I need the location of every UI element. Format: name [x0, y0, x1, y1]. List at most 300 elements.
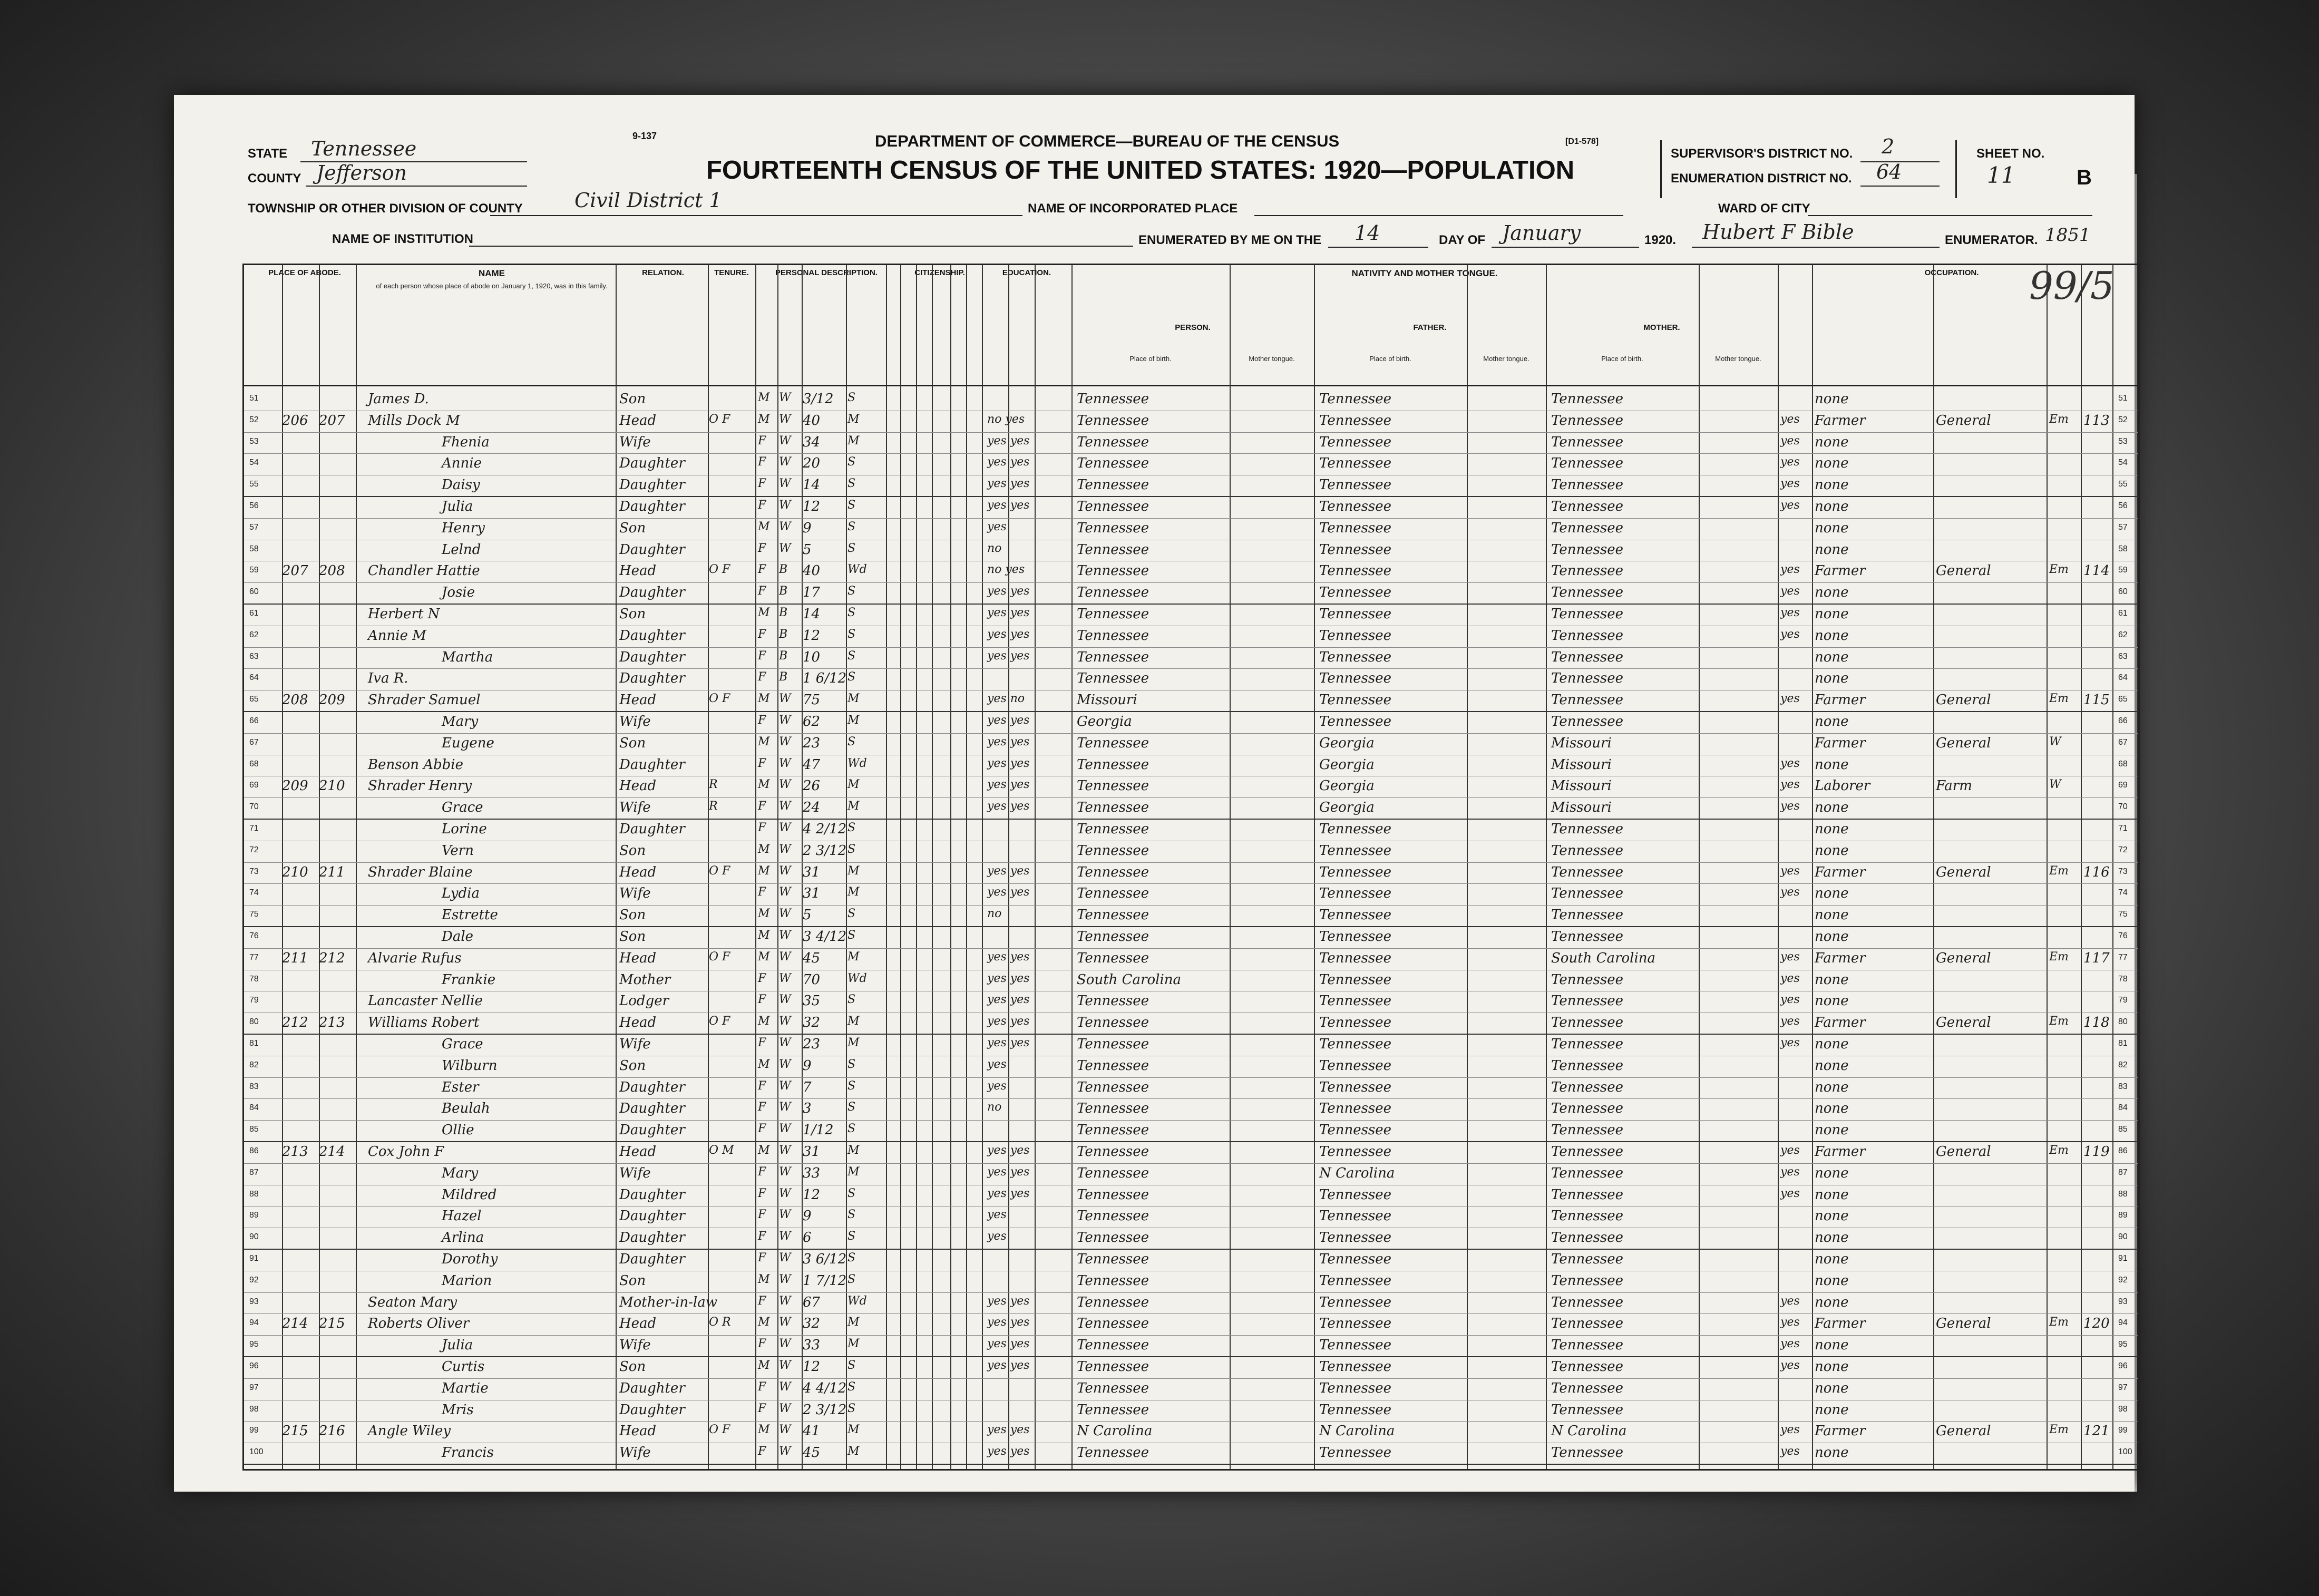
cell-race: W — [779, 1208, 791, 1222]
cell-rel: Daughter — [619, 477, 685, 493]
cell-mbp: Tennessee — [1551, 1186, 1624, 1203]
cell-name: Herbert N — [368, 606, 440, 622]
cell-occ: none — [1815, 1337, 1849, 1354]
line-number: 82 — [2118, 1060, 2128, 1069]
cell-occ: none — [1815, 1165, 1849, 1181]
cell-mbp: Tennessee — [1551, 1057, 1624, 1074]
cell-fbp: Tennessee — [1319, 842, 1392, 859]
cell-ed: yes yes — [987, 735, 1030, 748]
cell-eng: yes — [1780, 1294, 1800, 1308]
line-number: 97 — [2118, 1383, 2128, 1392]
cell-name: Grace — [442, 1036, 483, 1052]
cell-bp: Tennessee — [1077, 1230, 1149, 1246]
cell-ed: yes yes — [987, 1423, 1030, 1437]
cell-sex: F — [758, 1251, 766, 1264]
line-number: 56 — [2118, 501, 2128, 510]
table-row — [244, 991, 2138, 1013]
cell-occ: none — [1815, 649, 1849, 665]
cell-fbp: Tennessee — [1319, 1101, 1392, 1117]
line-number: 69 — [249, 781, 259, 790]
cell-name: Eugene — [442, 735, 494, 751]
cell-rel: Daughter — [619, 821, 685, 837]
line-number: 72 — [249, 845, 259, 854]
cell-bp: Tennessee — [1077, 1316, 1149, 1332]
cell-race: W — [779, 1015, 791, 1028]
cell-fbp: Tennessee — [1319, 627, 1392, 644]
table-row — [244, 1099, 2138, 1121]
cell-mbp: Tennessee — [1551, 670, 1624, 687]
cell-fam: 216 — [319, 1423, 345, 1439]
line-number: 94 — [249, 1318, 259, 1328]
cell-bp: Tennessee — [1077, 585, 1149, 601]
cell-cls: Em — [2049, 1316, 2069, 1329]
cell-eng: yes — [1780, 950, 1800, 964]
cell-fbp: Tennessee — [1319, 714, 1392, 729]
state-label: STATE — [248, 147, 288, 161]
cell-name: Marion — [442, 1272, 492, 1289]
enumerator-number: 1851 — [2045, 225, 2091, 246]
cell-mar: S — [847, 1186, 856, 1200]
cell-mar: M — [847, 1036, 860, 1049]
cell-name: Shrader Blaine — [368, 864, 473, 880]
cell-sex: F — [758, 1208, 766, 1222]
cell-age: 31 — [803, 885, 821, 902]
cell-sex: M — [758, 1057, 770, 1071]
cell-fbp: Tennessee — [1319, 455, 1392, 472]
line-number: 76 — [2118, 931, 2128, 940]
cell-race: W — [779, 1359, 791, 1372]
cell-mbp: Tennessee — [1551, 585, 1624, 601]
cell-mar: M — [847, 1165, 860, 1179]
cell-mbp: Tennessee — [1551, 929, 1624, 945]
cell-name: Roberts Oliver — [368, 1316, 470, 1332]
cell-cls: Em — [2049, 1015, 2069, 1028]
cell-rel: Daughter — [619, 670, 685, 687]
cell-eng: yes — [1780, 864, 1800, 878]
enumerated-label: ENUMERATED BY ME ON THE — [1138, 233, 1322, 247]
cell-bp: Tennessee — [1077, 520, 1149, 536]
cell-bp: Tennessee — [1077, 455, 1149, 472]
cell-age: 32 — [803, 1015, 821, 1031]
cell-bp: Tennessee — [1077, 670, 1149, 687]
line-number: 80 — [2118, 1017, 2128, 1027]
table-row — [244, 1206, 2138, 1228]
cell-race: W — [779, 1144, 791, 1157]
table-row — [244, 1336, 2138, 1357]
cell-occ: Farmer — [1815, 1316, 1866, 1332]
cell-age: 34 — [803, 434, 821, 450]
cell-sch: 118 — [2083, 1015, 2110, 1031]
cell-rel: Head — [619, 692, 657, 708]
cell-rel: Wife — [619, 714, 651, 729]
cell-fbp: Tennessee — [1319, 541, 1392, 558]
cell-bp: Tennessee — [1077, 885, 1149, 902]
cell-fbp: Tennessee — [1319, 950, 1392, 966]
cell-cls: Em — [2049, 1423, 2069, 1437]
cell-name: Mary — [442, 714, 479, 729]
cell-mbp: Tennessee — [1551, 520, 1624, 536]
cell-name: Mary — [442, 1165, 479, 1181]
table-row — [244, 776, 2138, 798]
cell-mbp: Tennessee — [1551, 541, 1624, 558]
cell-fbp: Tennessee — [1319, 864, 1392, 880]
cell-occ: none — [1815, 1402, 1849, 1418]
cell-age: 62 — [803, 714, 821, 729]
line-number: 87 — [249, 1167, 259, 1177]
cell-sex: F — [758, 1122, 766, 1136]
line-number: 70 — [2118, 802, 2128, 812]
table-row — [244, 454, 2138, 475]
line-number: 60 — [249, 587, 259, 597]
cell-fbp: Tennessee — [1319, 412, 1392, 429]
cell-age: 70 — [803, 971, 821, 988]
cell-mbp: Tennessee — [1551, 1445, 1624, 1461]
census-sheet — [174, 95, 2135, 1492]
cell-age: 75 — [803, 692, 821, 708]
line-number: 98 — [2118, 1404, 2128, 1414]
cell-age: 12 — [803, 1186, 821, 1203]
cell-rel: Daughter — [619, 455, 685, 472]
cell-mbp: Tennessee — [1551, 692, 1624, 708]
cell-occ: none — [1815, 1122, 1849, 1138]
cell-race: W — [779, 1294, 791, 1308]
line-number: 81 — [2118, 1039, 2128, 1048]
cell-sex: M — [758, 1423, 770, 1437]
cell-sch: 117 — [2083, 950, 2110, 966]
cell-sex: F — [758, 1165, 766, 1179]
cell-ed: yes yes — [987, 1337, 1030, 1351]
cell-rel: Wife — [619, 885, 651, 902]
cell-fbp: Tennessee — [1319, 1316, 1392, 1332]
cell-mbp: Tennessee — [1551, 1144, 1624, 1160]
cell-bp: Tennessee — [1077, 1380, 1149, 1396]
cell-occ: Farmer — [1815, 1144, 1866, 1160]
cell-dwell: 211 — [282, 950, 308, 966]
cell-mar: S — [847, 735, 856, 748]
cell-name: Martha — [442, 649, 493, 665]
cell-mar: S — [847, 606, 856, 619]
line-number: 79 — [249, 996, 259, 1005]
table-row — [244, 927, 2138, 949]
cell-name: Curtis — [442, 1359, 485, 1375]
cell-sex: M — [758, 1015, 770, 1028]
cell-age: 4 2/12 — [803, 821, 847, 837]
line-number: 77 — [249, 952, 259, 962]
cell-eng: yes — [1780, 606, 1800, 619]
line-number: 62 — [249, 630, 259, 639]
cell-sex: F — [758, 1445, 766, 1458]
supervisor-district-label: SUPERVISOR'S DISTRICT NO. — [1671, 147, 1853, 161]
cell-race: W — [779, 907, 791, 921]
cell-race: W — [779, 885, 791, 899]
cell-mar: M — [847, 692, 860, 706]
cell-name: Julia — [442, 499, 473, 514]
cell-fbp: N Carolina — [1319, 1165, 1395, 1181]
line-number: 65 — [2118, 695, 2128, 704]
cell-age: 23 — [803, 735, 821, 751]
line-number: 82 — [249, 1060, 259, 1069]
table-row — [244, 648, 2138, 669]
line-number: 88 — [249, 1189, 259, 1199]
cell-mbp: Missouri — [1551, 778, 1612, 794]
cell-fbp: Tennessee — [1319, 434, 1392, 450]
cell-occ: none — [1815, 1230, 1849, 1246]
cell-age: 12 — [803, 627, 821, 644]
cell-bp: Tennessee — [1077, 907, 1149, 923]
cell-age: 9 — [803, 1208, 812, 1224]
cell-eng: yes — [1780, 627, 1800, 641]
cell-age: 1 6/12 — [803, 670, 847, 687]
cell-name: Martie — [442, 1380, 489, 1396]
cell-mbp: Tennessee — [1551, 714, 1624, 729]
cell-bp: Tennessee — [1077, 606, 1149, 622]
cell-fbp: Tennessee — [1319, 821, 1392, 837]
cell-age: 33 — [803, 1165, 821, 1181]
cell-name: James D. — [368, 391, 429, 407]
cell-mar: M — [847, 1015, 860, 1028]
line-number: 58 — [249, 544, 259, 553]
cell-age: 14 — [803, 477, 821, 493]
line-number: 76 — [249, 931, 259, 940]
col-person-tongue: Mother tongue. — [1249, 355, 1295, 363]
cell-sex: F — [758, 563, 766, 577]
line-number: 71 — [249, 824, 259, 833]
cell-ten: O F — [709, 1423, 730, 1437]
table-row — [244, 1164, 2138, 1185]
cell-occ: Farmer — [1815, 864, 1866, 880]
table-row — [244, 1271, 2138, 1293]
cell-name: Iva R. — [368, 670, 408, 687]
cell-occ: none — [1815, 1380, 1849, 1396]
cell-rel: Wife — [619, 800, 651, 816]
cell-age: 41 — [803, 1423, 821, 1439]
cell-fbp: Tennessee — [1319, 1079, 1392, 1095]
census-title: FOURTEENTH CENSUS OF THE UNITED STATES: 1920—POPULATION — [706, 156, 1575, 184]
incorporated-place-label: NAME OF INCORPORATED PLACE — [1028, 201, 1238, 216]
cell-mar: M — [847, 885, 860, 899]
cell-bp: Tennessee — [1077, 1445, 1149, 1461]
cell-occ: Farmer — [1815, 735, 1866, 751]
cell-name: Williams Robert — [368, 1015, 480, 1031]
cell-rel: Son — [619, 842, 646, 859]
table-row — [244, 561, 2138, 583]
cell-ind: General — [1936, 735, 1991, 751]
line-number: 96 — [2118, 1361, 2128, 1370]
cell-rel: Head — [619, 950, 657, 966]
cell-rel: Mother — [619, 971, 671, 988]
department-heading: DEPARTMENT OF COMMERCE—BUREAU OF THE CENSUS — [875, 132, 1340, 150]
cell-sex: M — [758, 929, 770, 942]
cell-eng: yes — [1780, 778, 1800, 792]
line-number: 87 — [2118, 1167, 2128, 1177]
cell-fbp: Tennessee — [1319, 885, 1392, 902]
cell-occ: none — [1815, 1186, 1849, 1203]
cell-ten: O F — [709, 563, 730, 577]
cell-ed: yes yes — [987, 800, 1030, 813]
cell-sex: M — [758, 1359, 770, 1372]
cell-occ: none — [1815, 821, 1849, 837]
cell-fbp: N Carolina — [1319, 1423, 1395, 1439]
cell-name: Annie — [442, 455, 482, 472]
cell-ind: General — [1936, 412, 1991, 429]
table-row — [244, 1400, 2138, 1422]
cell-bp: Georgia — [1077, 714, 1132, 729]
cell-sex: M — [758, 520, 770, 533]
cell-occ: none — [1815, 1036, 1849, 1052]
table-row — [244, 390, 2138, 411]
table-row — [244, 863, 2138, 884]
table-row — [244, 433, 2138, 454]
col-occupation: OCCUPATION. — [1924, 268, 1979, 277]
cell-name: Estrette — [442, 907, 498, 923]
cell-age: 2 3/12 — [803, 1402, 847, 1418]
cell-bp: Tennessee — [1077, 950, 1149, 966]
cell-sex: F — [758, 756, 766, 770]
cell-sch: 119 — [2083, 1144, 2110, 1160]
table-row — [244, 1357, 2138, 1379]
cell-bp: Tennessee — [1077, 1057, 1149, 1074]
cell-rel: Wife — [619, 434, 651, 450]
cell-age: 23 — [803, 1036, 821, 1052]
supervisor-district-value: 2 — [1882, 135, 1895, 158]
cell-race: W — [779, 735, 791, 748]
line-number: 70 — [249, 802, 259, 812]
cell-sex: M — [758, 864, 770, 878]
cell-race: W — [779, 800, 791, 813]
cell-bp: Tennessee — [1077, 864, 1149, 880]
table-row — [244, 1443, 2138, 1465]
cell-ind: Farm — [1936, 778, 1972, 794]
cell-race: W — [779, 1337, 791, 1351]
cell-fbp: Georgia — [1319, 778, 1375, 794]
cell-rel: Son — [619, 1057, 646, 1074]
cell-eng: yes — [1780, 412, 1800, 426]
cell-sex: F — [758, 541, 766, 555]
line-number: 86 — [2118, 1146, 2128, 1155]
cell-race: W — [779, 1186, 791, 1200]
cell-name: Mildred — [442, 1186, 497, 1203]
line-number: 77 — [2118, 952, 2128, 962]
col-personal-description: PERSONAL DESCRIPTION. — [775, 268, 878, 277]
cell-race: W — [779, 1402, 791, 1415]
cell-ed: yes — [987, 1208, 1007, 1222]
cell-age: 12 — [803, 1359, 821, 1375]
sheet-number-label: SHEET NO. — [1976, 147, 2045, 161]
cell-race: W — [779, 821, 791, 834]
cell-name: Chandler Hattie — [368, 563, 480, 579]
cell-occ: Laborer — [1815, 778, 1870, 794]
enumerator-name: Hubert F Bible — [1702, 220, 1854, 244]
cell-rel: Daughter — [619, 1122, 685, 1138]
cell-sch: 115 — [2083, 692, 2110, 708]
cell-mbp: N Carolina — [1551, 1423, 1627, 1439]
cell-name: Francis — [442, 1445, 494, 1461]
cell-dwell: 209 — [282, 778, 308, 794]
cell-fbp: Tennessee — [1319, 1208, 1392, 1224]
cell-mar: M — [847, 714, 860, 727]
cell-bp: Tennessee — [1077, 1186, 1149, 1203]
table-row — [244, 519, 2138, 540]
cell-ind: General — [1936, 1316, 1991, 1332]
cell-fbp: Tennessee — [1319, 649, 1392, 665]
cell-bp: Tennessee — [1077, 434, 1149, 450]
cell-bp: Tennessee — [1077, 1122, 1149, 1138]
cell-occ: none — [1815, 907, 1849, 923]
cell-sex: F — [758, 434, 766, 447]
table-row — [244, 1250, 2138, 1271]
cell-occ: none — [1815, 714, 1849, 729]
cell-age: 45 — [803, 950, 821, 966]
cell-sex: F — [758, 649, 766, 663]
form-code: [D1-578] — [1565, 137, 1599, 146]
cell-occ: none — [1815, 1208, 1849, 1224]
line-number: 53 — [249, 436, 259, 446]
cell-rel: Lodger — [619, 993, 669, 1009]
cell-occ: none — [1815, 971, 1849, 988]
cell-mar: S — [847, 585, 856, 598]
cell-race: W — [779, 1251, 791, 1264]
cell-race: W — [779, 477, 791, 491]
cell-sch: 121 — [2083, 1423, 2110, 1439]
table-row — [244, 1228, 2138, 1250]
cell-mbp: Tennessee — [1551, 1101, 1624, 1117]
cell-race: W — [779, 1272, 791, 1286]
cell-fam: 215 — [319, 1316, 345, 1332]
cell-rel: Head — [619, 1015, 657, 1031]
cell-rel: Daughter — [619, 1186, 685, 1203]
cell-race: W — [779, 1423, 791, 1437]
cell-race: W — [779, 434, 791, 447]
line-number: 65 — [249, 695, 259, 704]
cell-ten: O F — [709, 692, 730, 706]
cell-sex: F — [758, 627, 766, 641]
cell-mbp: Tennessee — [1551, 455, 1624, 472]
cell-sex: F — [758, 1230, 766, 1243]
line-number: 91 — [249, 1254, 259, 1263]
cell-occ: none — [1815, 756, 1849, 773]
cell-rel: Son — [619, 606, 646, 622]
cell-mar: S — [847, 1122, 856, 1136]
cell-rel: Son — [619, 907, 646, 923]
cell-race: W — [779, 842, 791, 856]
cell-ten: O F — [709, 950, 730, 964]
cell-fbp: Tennessee — [1319, 391, 1392, 407]
cell-name: Lydia — [442, 885, 480, 902]
cell-name: Vern — [442, 842, 474, 859]
cell-fbp: Georgia — [1319, 735, 1375, 751]
cell-mar: S — [847, 520, 856, 533]
cell-name: Daisy — [442, 477, 480, 493]
col-person-birthplace: Place of birth. — [1129, 355, 1172, 363]
cell-ed: yes yes — [987, 885, 1030, 899]
line-number: 52 — [2118, 415, 2128, 424]
cell-bp: Tennessee — [1077, 1165, 1149, 1181]
cell-fam: 212 — [319, 950, 345, 966]
cell-eng: yes — [1780, 1423, 1800, 1437]
cell-race: W — [779, 1316, 791, 1329]
cell-race: W — [779, 1230, 791, 1243]
cell-age: 12 — [803, 499, 821, 514]
cell-name: Annie M — [368, 627, 426, 644]
cell-name: Frankie — [442, 971, 496, 988]
cell-age: 7 — [803, 1079, 812, 1095]
table-row — [244, 1078, 2138, 1099]
cell-occ: none — [1815, 670, 1849, 687]
table-row — [244, 497, 2138, 519]
cell-eng: yes — [1780, 971, 1800, 985]
cell-ed: yes yes — [987, 1015, 1030, 1028]
cell-mbp: Tennessee — [1551, 1359, 1624, 1375]
